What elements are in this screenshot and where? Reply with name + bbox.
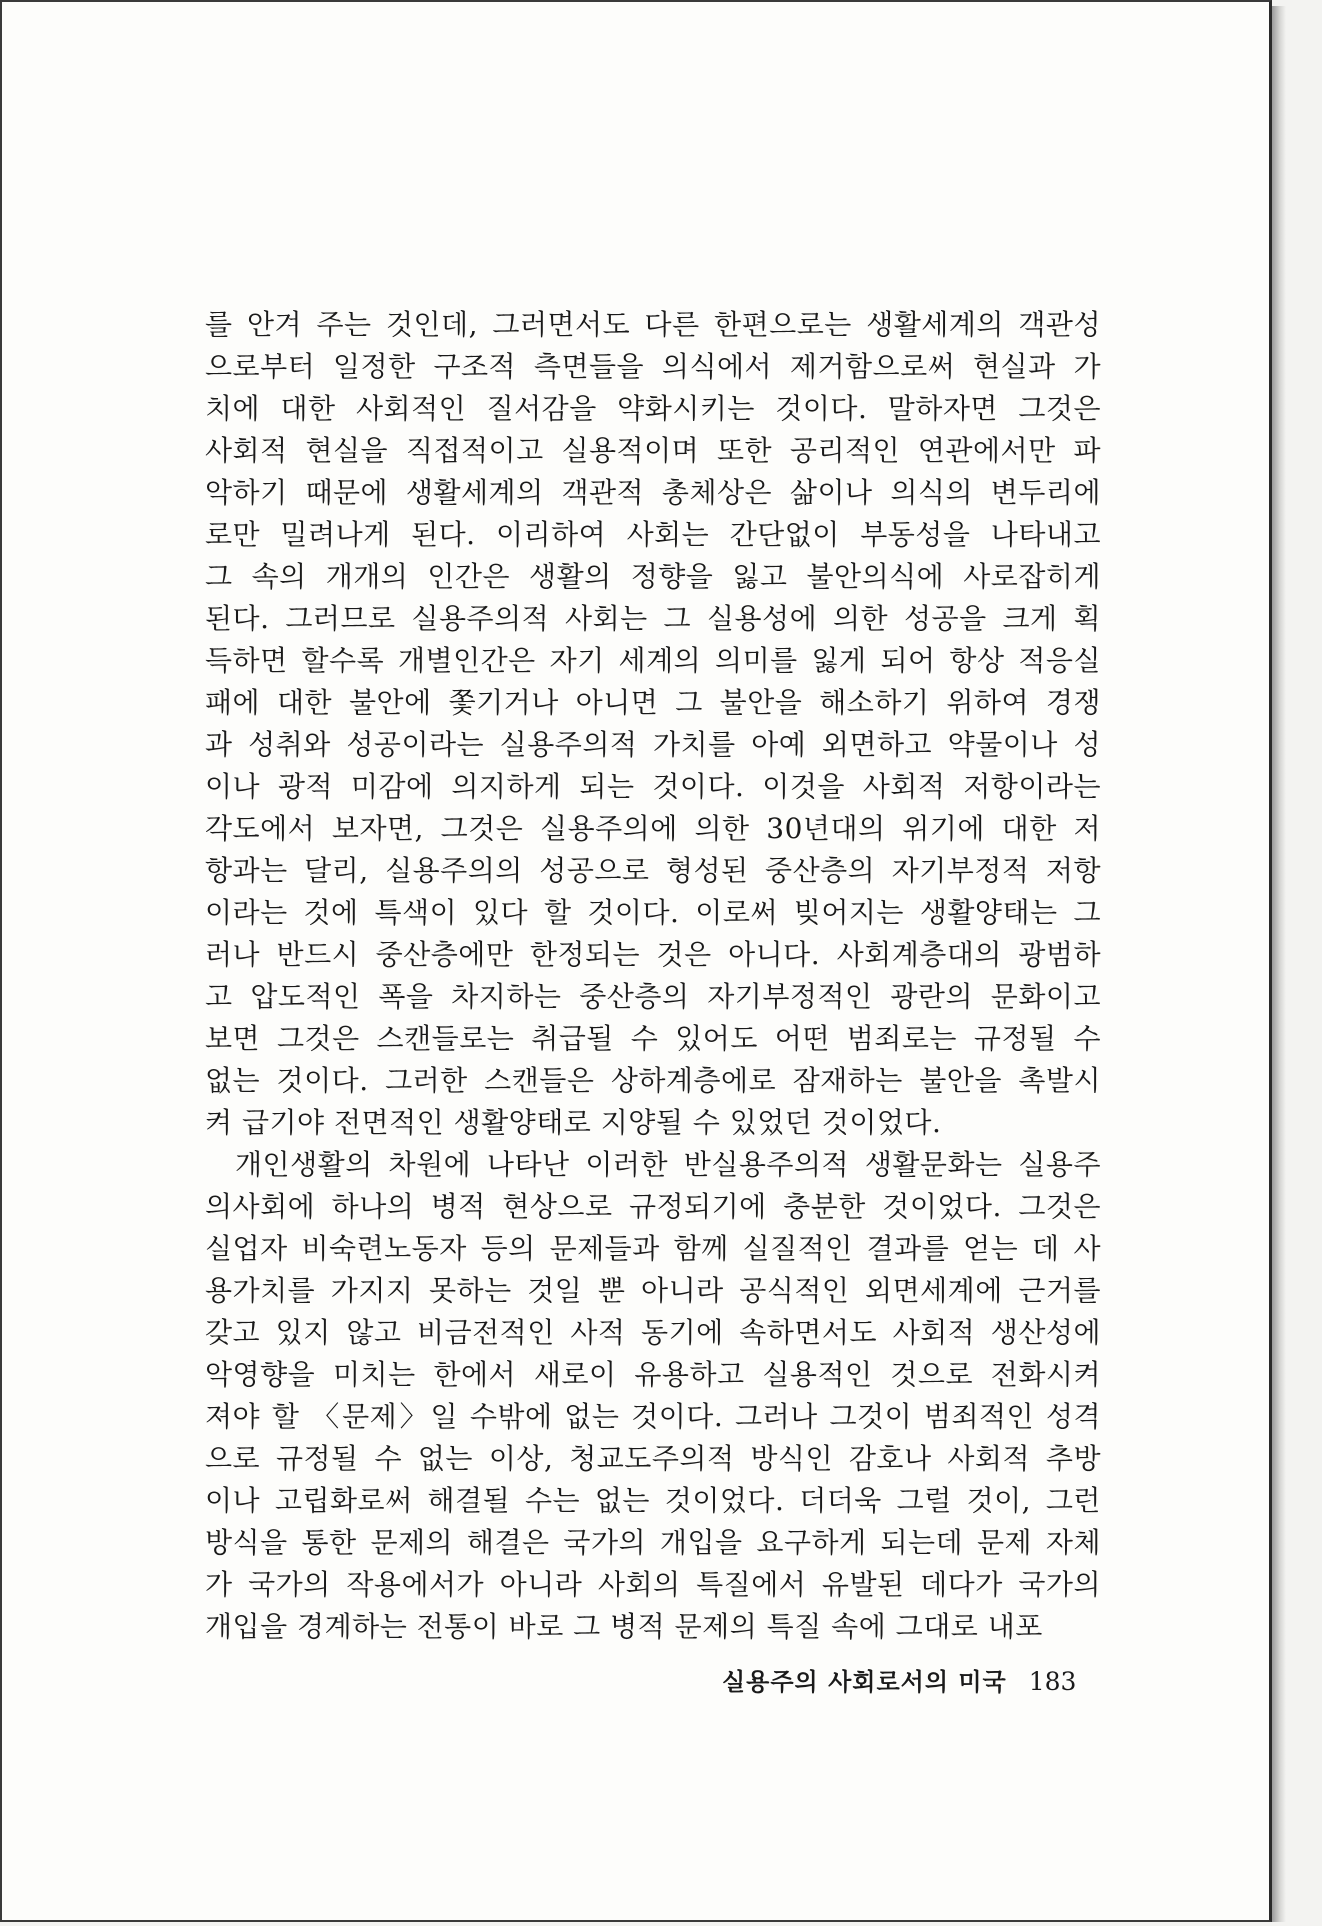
text-line: 으로 규정될 수 없는 이상, 청교도주의적 방식인 감호나 사회적 추방 <box>205 1442 1101 1475</box>
text-line: 각도에서 보자면, 그것은 실용주의에 의한 30년대의 위기에 대한 저 <box>205 812 1101 845</box>
text-line: 러나 반드시 중산층에만 한정되는 것은 아니다. 사회계층대의 광범하 <box>205 938 1101 971</box>
text-line: 를 안겨 주는 것인데, 그러면서도 다른 한편으로는 생활세계의 객관성 <box>205 308 1101 341</box>
text-line: 된다. 그러므로 실용주의적 사회는 그 실용성에 의한 성공을 크게 획 <box>205 602 1101 635</box>
text-line: 용가치를 가지지 못하는 것일 뿐 아니라 공식적인 외면세계에 근거를 <box>205 1274 1101 1307</box>
text-line: 로만 밀려나게 된다. 이리하여 사회는 간단없이 부동성을 나타내고 <box>205 518 1101 551</box>
text-line: 보면 그것은 스캔들로는 취급될 수 있어도 어떤 범죄로는 규정될 수 <box>205 1022 1101 1055</box>
text-line: 방식을 통한 문제의 해결은 국가의 개입을 요구하게 되는데 문제 자체 <box>205 1526 1101 1559</box>
text-line: 개입을 경계하는 전통이 바로 그 병적 문제의 특질 속에 그대로 내포 <box>205 1610 1043 1643</box>
text-line: 가 국가의 작용에서가 아니라 사회의 특질에서 유발된 데다가 국가의 <box>205 1568 1101 1601</box>
text-line: 패에 대한 불안에 쫓기거나 아니면 그 불안을 해소하기 위하여 경쟁 <box>205 686 1101 719</box>
text-line: 없는 것이다. 그러한 스캔들은 상하계층에로 잠재하는 불안을 촉발시 <box>205 1064 1101 1097</box>
text-line: 과 성취와 성공이라는 실용주의적 가치를 아예 외면하고 약물이나 성 <box>205 728 1101 761</box>
text-line: 고 압도적인 폭을 차지하는 중산층의 자기부정적인 광란의 문화이고 <box>205 980 1101 1013</box>
text-line: 으로부터 일정한 구조적 측면들을 의식에서 제거함으로써 현실과 가 <box>205 350 1101 383</box>
page-edge-shadow <box>1272 6 1286 1922</box>
text-line: 항과는 달리, 실용주의의 성공으로 형성된 중산층의 자기부정적 저항 <box>205 854 1101 887</box>
text-line: 이나 광적 미감에 의지하게 되는 것이다. 이것을 사회적 저항이라는 <box>205 770 1101 803</box>
text-line: 그 속의 개개의 인간은 생활의 정향을 잃고 불안의식에 사로잡히게 <box>205 560 1101 593</box>
text-line: 갖고 있지 않고 비금전적인 사적 동기에 속하면서도 사회적 생산성에 <box>205 1316 1101 1349</box>
page-footer <box>722 1662 1102 1697</box>
text-line: 개인생활의 차원에 나타난 이러한 반실용주의적 생활문화는 실용주 <box>235 1148 1101 1181</box>
text-line: 켜 급기야 전면적인 생활양태로 지양될 수 있었던 것이었다. <box>205 1106 942 1139</box>
text-line: 의사회에 하나의 병적 현상으로 규정되기에 충분한 것이었다. 그것은 <box>205 1190 1101 1223</box>
text-line: 악영향을 미치는 한에서 새로이 유용하고 실용적인 것으로 전화시켜 <box>205 1358 1101 1391</box>
text-line: 득하면 할수록 개별인간은 자기 세계의 의미를 잃게 되어 항상 적응실 <box>205 644 1101 677</box>
text-line: 사회적 현실을 직접적이고 실용적이며 또한 공리적인 연관에서만 파 <box>205 434 1101 467</box>
text-line: 악하기 때문에 생활세계의 객관적 총체상은 삶이나 의식의 변두리에 <box>205 476 1101 509</box>
page-number: 183 <box>1028 1667 1077 1696</box>
text-line: 이나 고립화로써 해결될 수는 없는 것이었다. 더더욱 그럴 것이, 그런 <box>205 1484 1101 1517</box>
text-line: 져야 할 〈문제〉일 수밖에 없는 것이다. 그러나 그것이 범죄적인 성격 <box>205 1400 1101 1433</box>
text-line: 치에 대한 사회적인 질서감을 약화시키는 것이다. 말하자면 그것은 <box>205 392 1101 425</box>
running-title: 실용주의 사회로서의 미국 <box>722 1667 1007 1696</box>
text-line: 실업자 비숙련노동자 등의 문제들과 함께 실질적인 결과를 얻는 데 사 <box>205 1232 1101 1265</box>
body-text <box>205 304 1101 1648</box>
text-line: 이라는 것에 특색이 있다 할 것이다. 이로써 빚어지는 생활양태는 그 <box>205 896 1101 929</box>
